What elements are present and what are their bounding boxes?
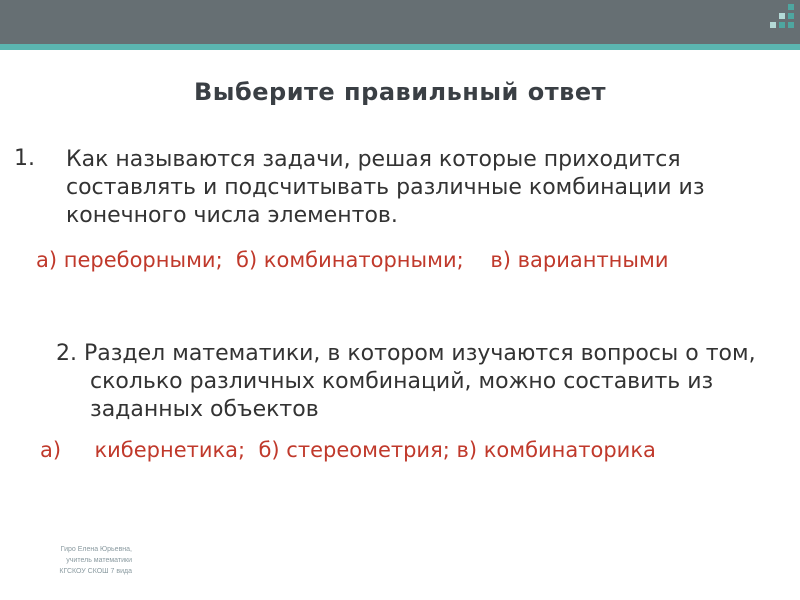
author-school: КГСКОУ СКОШ 7 вида bbox=[59, 568, 132, 575]
accent-stripe bbox=[0, 44, 800, 50]
question1-number: 1. bbox=[14, 146, 35, 171]
question2-text: 2. Раздел математики, в котором изучаются вопросы о том, сколько различных комбинаций, можно составить из заданных объектов bbox=[56, 341, 756, 422]
author-role: учитель математики bbox=[66, 557, 132, 564]
question1-answers: а) переборными; б) комбинаторными; в) вариантными bbox=[36, 248, 669, 272]
author-footer bbox=[20, 544, 132, 577]
author-name: Гиро Елена Юрьевна, bbox=[60, 546, 132, 553]
decorative-squares-icon bbox=[770, 4, 794, 28]
slide-title: Выберите правильный ответ bbox=[193, 78, 606, 106]
header-bar bbox=[0, 0, 800, 44]
question2-answers: а) кибернетика; б) стереометрия; в) комбинаторика bbox=[40, 438, 656, 462]
question1-text: Как называются задачи, решая которые приходится составлять и подсчитывать различные комбинации из конечного числа элементов. bbox=[66, 147, 705, 228]
